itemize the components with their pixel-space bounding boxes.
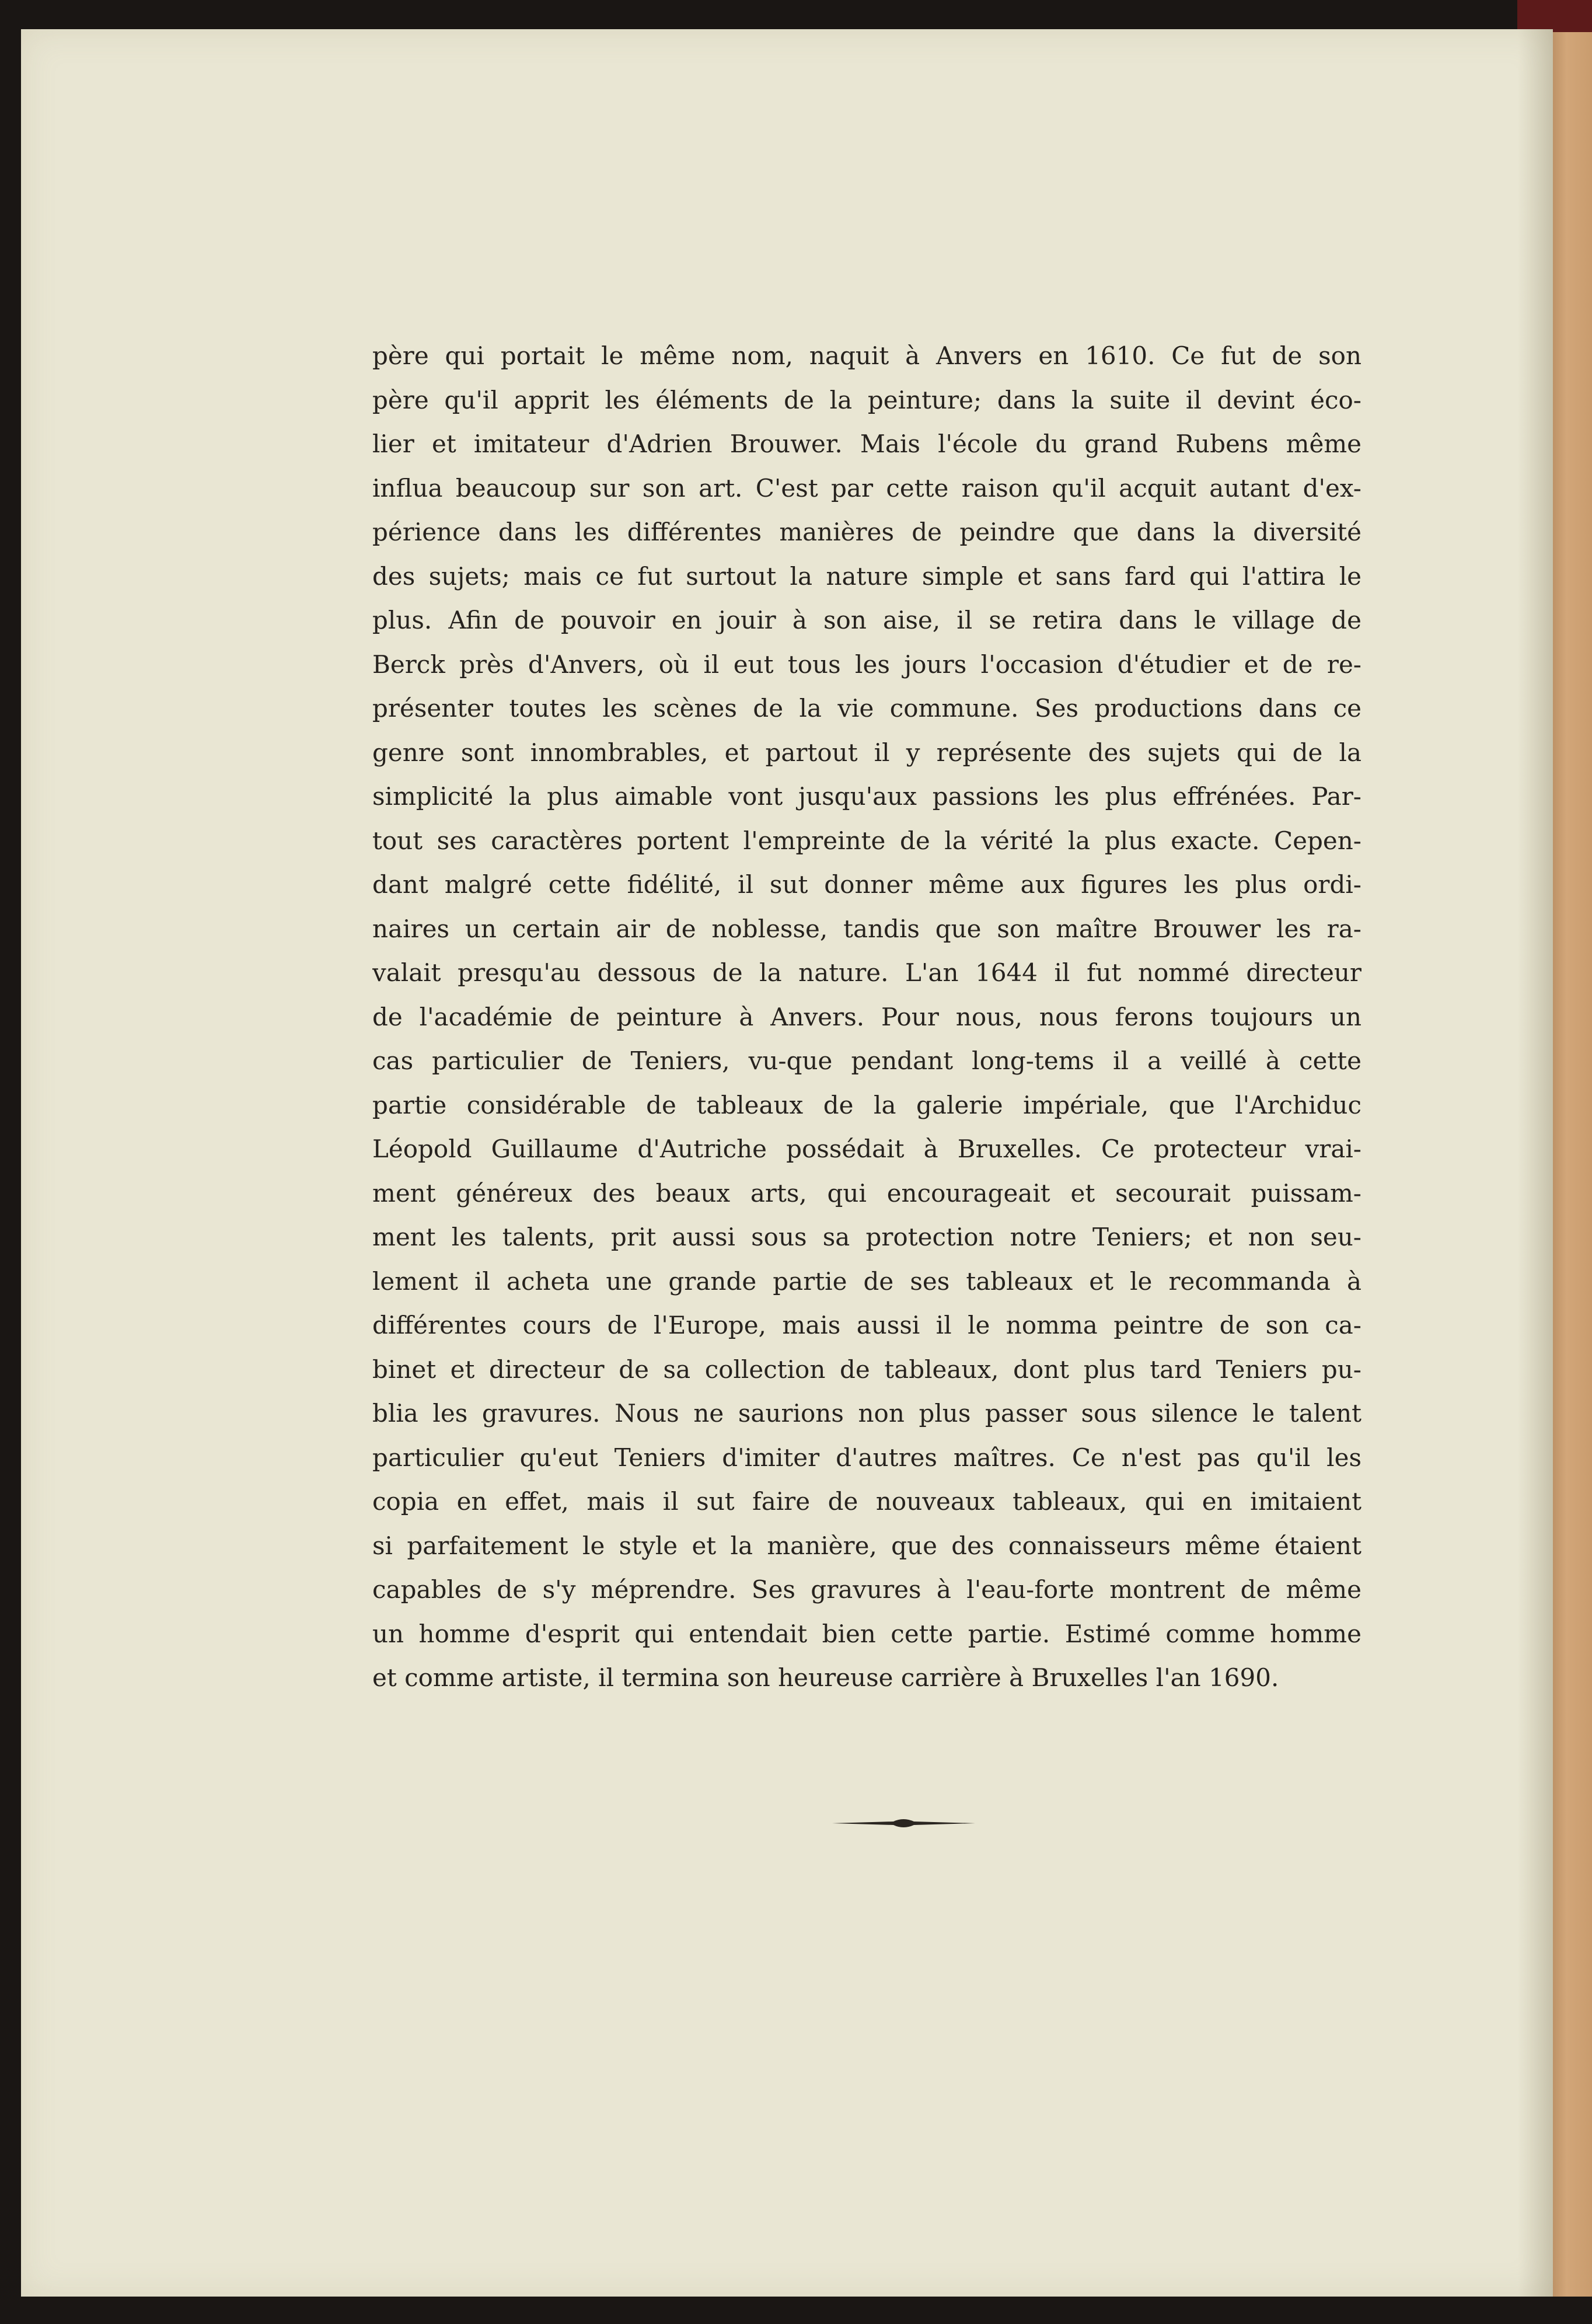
text-line: différentes cours de l'Europe, mais aussi il le nomma peintre de son ca- [372, 1311, 1361, 1339]
text-line: binet et directeur de sa collection de tableaux, dont plus tard Teniers pu- [372, 1355, 1361, 1384]
text-line: présenter toutes les scènes de la vie commune. Ses productions dans ce [372, 694, 1361, 723]
page-edge-stack [1549, 32, 1592, 2297]
text-line: tout ses caractères portent l'empreinte de la vérité la plus exacte. Cepen- [372, 826, 1361, 855]
text-line: père qu'il apprit les éléments de la peinture; dans la suite il devint éco- [372, 385, 1361, 414]
text-line: genre sont innombrables, et partout il y représente des sujets qui de la [372, 738, 1361, 767]
text-line: de l'académie de peinture à Anvers. Pour nous, nous ferons toujours un [372, 1002, 1361, 1031]
text-line: plus. Afin de pouvoir en jouir à son aise, il se retira dans le village de [372, 606, 1361, 634]
text-line: copia en effet, mais il sut faire de nouveaux tableaux, qui en imitaient [372, 1487, 1361, 1516]
text-line: lier et imitateur d'Adrien Brouwer. Mais l'école du grand Rubens même [372, 430, 1361, 458]
text-line: cas particulier de Teniers, vu-que pendant long-tems il a veillé à cette [372, 1046, 1361, 1075]
text-line: lement il acheta une grande partie de ses tableaux et le recommanda à [372, 1266, 1361, 1296]
text-line: des sujets; mais ce fut surtout la nature simple et sans fard qui l'attira le [372, 561, 1361, 591]
text-line: partie considérable de tableaux de la galerie impériale, que l'Archiduc [372, 1090, 1361, 1119]
text-line: blia les gravures. Nous ne saurions non plus passer sous silence le talent [372, 1399, 1361, 1428]
text-line: ment les talents, prit aussi sous sa protection notre Teniers; et non seu- [372, 1223, 1361, 1251]
page-gutter-shadow [1518, 29, 1553, 2297]
text-line: périence dans les différentes manières de peindre que dans la diversité [372, 518, 1361, 546]
text-line: et comme artiste, il termina son heureuse carrière à Bruxelles l'an 1690. [372, 1663, 1279, 1692]
text-line: simplicité la plus aimable vont jusqu'aux passions les plus effrénées. Par- [372, 782, 1361, 811]
text-line: capables de s'y méprendre. Ses gravures à l'eau-forte montrent de même [372, 1575, 1361, 1604]
text-line: Léopold Guillaume d'Autriche possédait à Bruxelles. Ce protecteur vrai- [372, 1135, 1361, 1163]
text-line: père qui portait le même nom, naquit à Anvers en 1610. Ce fut de son [372, 341, 1361, 370]
text-line: ment généreux des beaux arts, qui encourageait et secourait puissam- [372, 1178, 1361, 1208]
text-line: influa beaucoup sur son art. C'est par cette raison qu'il acquit autant d'ex- [372, 473, 1361, 503]
text-line: Berck près d'Anvers, où il eut tous les jours l'occasion d'étudier et de re- [372, 650, 1361, 679]
text-line: particulier qu'eut Teniers d'imiter d'autres maîtres. Ce n'est pas qu'il les [372, 1443, 1361, 1472]
tailpiece-ornament-icon [832, 1817, 975, 1830]
text-line: valait presqu'au dessous de la nature. L'an 1644 il fut nommé directeur [372, 958, 1361, 987]
text-line: un homme d'esprit qui entendait bien cette partie. Estimé comme homme [372, 1619, 1361, 1648]
body-text [372, 334, 1361, 1700]
text-line: si parfaitement le style et la manière, que des connaisseurs même étaient [372, 1531, 1361, 1560]
text-line: naires un certain air de noblesse, tandis que son maître Brouwer les ra- [372, 914, 1361, 943]
text-line: dant malgré cette fidélité, il sut donner même aux figures les plus ordi- [372, 870, 1361, 899]
